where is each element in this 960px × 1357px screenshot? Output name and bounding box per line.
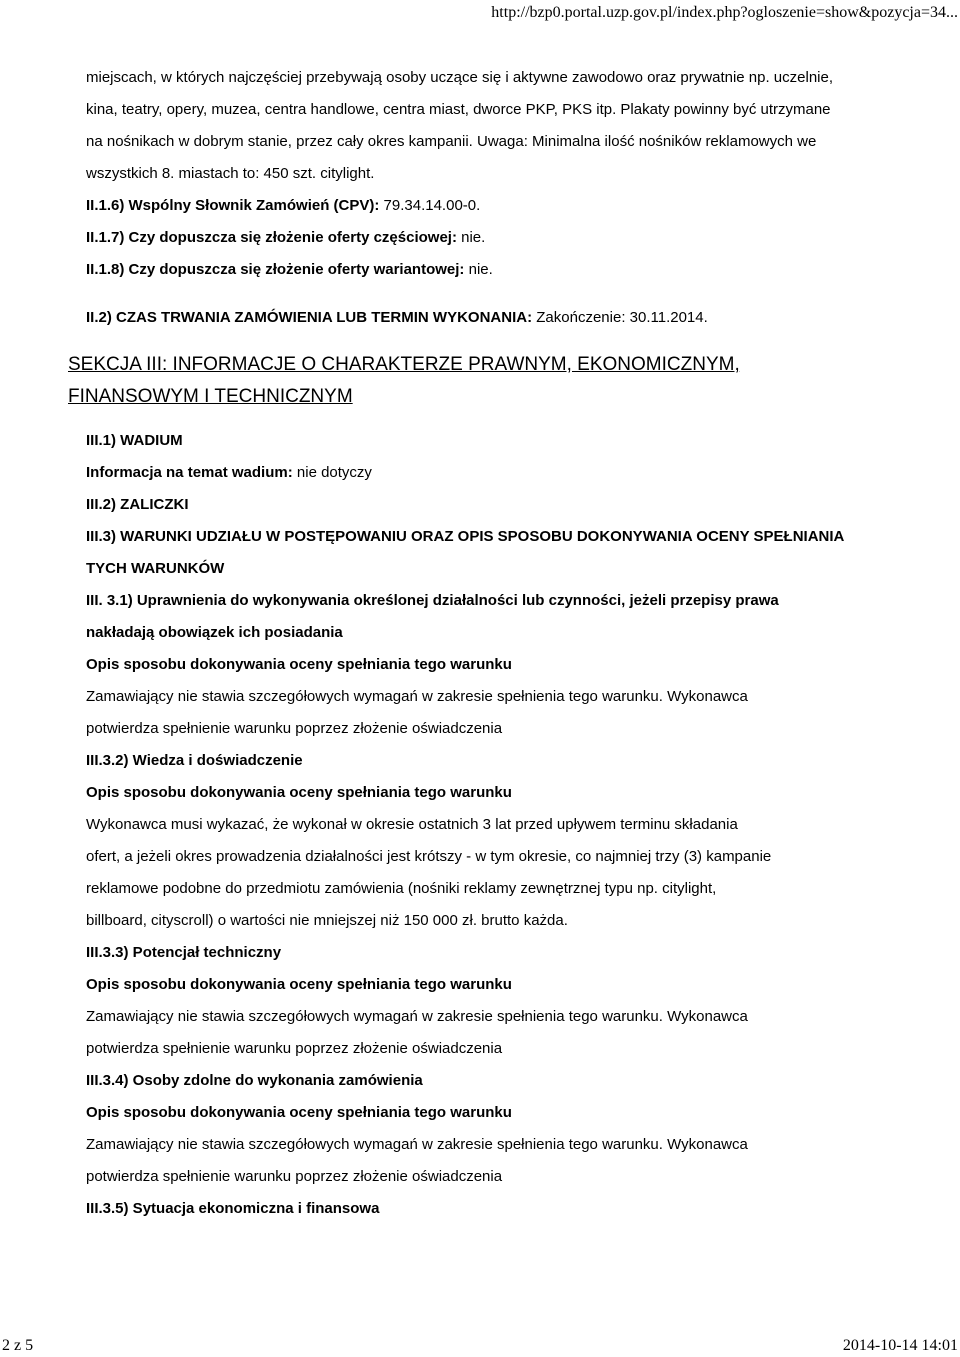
condition-2-text: reklamowe podobne do przedmiotu zamówienia (nośniki reklamy zewnętrznej typu np. citylight, [86,880,717,897]
condition-2-text: ofert, a jeżeli okres prowadzenia działalności jest krótszy - w tym okresie, co najmniej trzy (3) kampanie [86,848,772,865]
page-url-header: http://bzp0.portal.uzp.gov.pl/index.php?ogloszenie=show&pozycja=34... [491,4,958,21]
duration-item [86,302,886,334]
condition-4-opis: Opis sposobu dokonywania oceny spełniania tego warunku [86,1104,512,1121]
cpv-value: 79.34.14.00-0. [383,197,481,214]
condition-5-heading: III.3.5) Sytuacja ekonomiczna i finansowa [86,1200,380,1217]
intro-line: kina, teatry, opery, muzea, centra handlowe, centra miast, dworce PKP, PKS itp. Plakaty powinny być utrzymane [86,101,831,118]
print-datetime: 2014-10-14 14:01 [842,1337,958,1354]
condition-1-text: Zamawiający nie stawia szczegółowych wymagań w zakresie spełnienia tego warunku. Wykonawca [86,688,748,705]
intro-line: miejscach, w których najczęściej przebywają osoby uczące się i aktywne zawodowo oraz prywatnie np. uczelnie, [86,69,834,86]
wadium-heading: III.1) WADIUM [86,432,183,449]
condition-2-text: billboard, cityscroll) o wartości nie mniejszej niż 150 000 zł. brutto każda. [86,912,568,929]
intro-line: na nośnikach w dobrym stanie, przez cały okres kampanii. Uwaga: Minimalna ilość nośników reklamowych we [86,133,817,150]
condition-3-heading: III.3.3) Potencjał techniczny [86,944,282,961]
partial-offer-value: nie. [461,229,486,246]
duration-label: II.2) CZAS TRWANIA ZAMÓWIENIA LUB TERMIN WYKONANIA: [86,309,533,326]
variant-offer-value: nie. [468,261,493,278]
section-iii-title: SEKCJA III: INFORMACJE O CHARAKTERZE PRAWNYM, EKONOMICZNYM, FINANSOWYM I TECHNICZNYM [68,354,740,407]
duration-value: Zakończenie: 30.11.2014. [536,309,708,326]
condition-1-text: potwierdza spełnienie warunku poprzez złożenie oświadczenia [86,720,503,737]
condition-1-heading: III. 3.1) Uprawnienia do wykonywania określonej działalności lub czynności, jeżeli przepisy prawa [86,592,779,609]
condition-1-heading-cont: nakładają obowiązek ich posiadania [86,624,343,641]
condition-1-opis: Opis sposobu dokonywania oceny spełniania tego warunku [86,656,512,673]
condition-4-heading: III.3.4) Osoby zdolne do wykonania zamówienia [86,1072,423,1089]
condition-4-text: potwierdza spełnienie warunku poprzez złożenie oświadczenia [86,1168,503,1185]
partial-offer-item [86,222,886,254]
variant-offer-label: II.1.8) Czy dopuszcza się złożenie oferty wariantowej: [86,261,465,278]
condition-3-text: Zamawiający nie stawia szczegółowych wymagań w zakresie spełnienia tego warunku. Wykonawca [86,1008,748,1025]
condition-4-text: Zamawiający nie stawia szczegółowych wymagań w zakresie spełnienia tego warunku. Wykonawca [86,1136,748,1153]
partial-offer-label: II.1.7) Czy dopuszcza się złożenie oferty częściowej: [86,229,457,246]
condition-2-opis: Opis sposobu dokonywania oceny spełniania tego warunku [86,784,512,801]
page-number: 2 z 5 [2,1337,34,1354]
document-body [68,62,886,1225]
intro-line: wszystkich 8. miastach to: 450 szt. citylight. [86,165,375,182]
wadium-info [86,457,886,489]
conditions-heading: III.3) WARUNKI UDZIAŁU W POSTĘPOWANIU ORAZ OPIS SPOSOBU DOKONYWANIA OCENY SPEŁNIANIA [86,528,845,545]
condition-2-heading: III.3.2) Wiedza i doświadczenie [86,752,303,769]
condition-2-text: Wykonawca musi wykazać, że wykonał w okresie ostatnich 3 lat przed upływem terminu składania [86,816,738,833]
condition-3-text: potwierdza spełnienie warunku poprzez złożenie oświadczenia [86,1040,503,1057]
cpv-item [86,190,886,222]
wadium-label: Informacja na temat wadium: [86,464,293,481]
cpv-label: II.1.6) Wspólny Słownik Zamówień (CPV): [86,197,380,214]
variant-offer-item [86,254,886,286]
zaliczki-heading: III.2) ZALICZKI [86,496,189,513]
condition-3-opis: Opis sposobu dokonywania oceny spełniania tego warunku [86,976,512,993]
conditions-heading-cont: TYCH WARUNKÓW [86,560,225,577]
wadium-value: nie dotyczy [296,464,372,481]
